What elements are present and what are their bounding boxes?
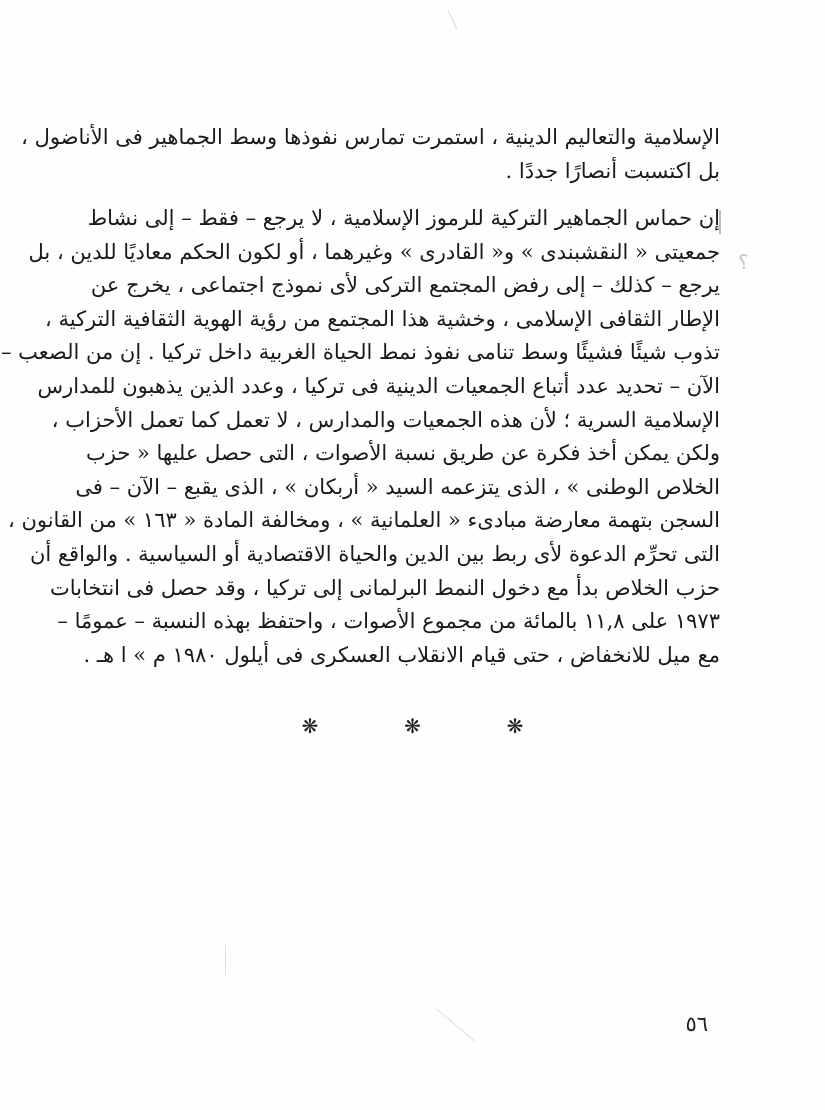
text-line: الإسلامية السرية ؛ لأن هذه الجمعيات والمدارس ، لا تعمل كما تعمل الأحزاب ، <box>51 407 720 432</box>
text-line: تذوب شيئًا فشيئًا وسط تنامى نفوذ نمط الحياة الغربية داخل تركيا . إن من الصعب – <box>0 340 720 365</box>
page-number: ٥٦ <box>685 1012 708 1036</box>
text-line: الخلاص الوطنى » ، الذى يتزعمه السيد « أربكان » ، الذى يقبع – الآن – فى <box>75 474 720 499</box>
star-ornament-icon: ❋ <box>301 714 319 738</box>
scan-artifact-bottom <box>436 1009 475 1042</box>
scan-artifact-left <box>225 945 226 975</box>
text-line: جمعيتى « النقشبندى » و« القادرى » وغيرهما ، أو لكون الحكم معاديًا للدين ، بل <box>28 239 720 264</box>
paragraph-1 <box>21 121 720 188</box>
text-line: الإسلامية والتعاليم الدينية ، استمرت تمارس نفوذها وسط الجماهير فى الأناضول ، <box>21 125 720 149</box>
text-line: إن حماس الجماهير التركية للرموز الإسلامية ، لا يرجع – فقط – إلى نشاط <box>87 206 720 230</box>
text-line: مع ميل للانخفاض ، حتى قيام الانقلاب العسكرى فى أيلول ١٩٨٠ م » ا هـ . <box>83 642 720 667</box>
star-ornament-icon: ❋ <box>506 714 524 738</box>
star-ornament-icon: ❋ <box>404 714 421 738</box>
text-line: التى تحرِّم الدعوة لأى ربط بين الدين والحياة الاقتصادية أو السياسية . والواقع أن <box>29 541 720 566</box>
text-line: ولكن يمكن أخذ فكرة عن طريق نسبة الأصوات ، التى حصل عليها « حزب <box>85 441 720 466</box>
margin-question-mark: ؟ <box>738 250 749 274</box>
text-line: ١٩٧٣ على ١١,٨ بالمائة من مجموع الأصوات ، واحتفظ بهذه النسبة – عمومًا – <box>57 609 720 634</box>
text-line: حزب الخلاص بدأ مع دخول النمط البرلمانى إلى تركيا ، وقد حصل فى انتخابات <box>50 575 720 600</box>
scan-artifact-top <box>448 11 457 30</box>
text-line: يرجع – كذلك – إلى رفض المجتمع التركى لأى نموذج اجتماعى ، يخرج عن <box>90 273 720 298</box>
text-line: بل اكتسبت أنصارًا جددًا . <box>505 158 720 183</box>
section-separator <box>300 714 525 738</box>
text-line: السجن بتهمة معارضة مبادىء « العلمانية » ، ومخالفة المادة « ١٦٣ » من القانون ، <box>7 508 720 533</box>
paragraph-2 <box>0 202 720 672</box>
text-line: الإطار الثقافى الإسلامى ، وخشية هذا المجتمع من رؤية الهوية الثقافية التركية ، <box>45 306 720 331</box>
text-line: الآن – تحديد عدد أتباع الجمعيات الدينية فى تركيا ، وعدد الذين يذهبون للمدارس <box>37 373 720 398</box>
